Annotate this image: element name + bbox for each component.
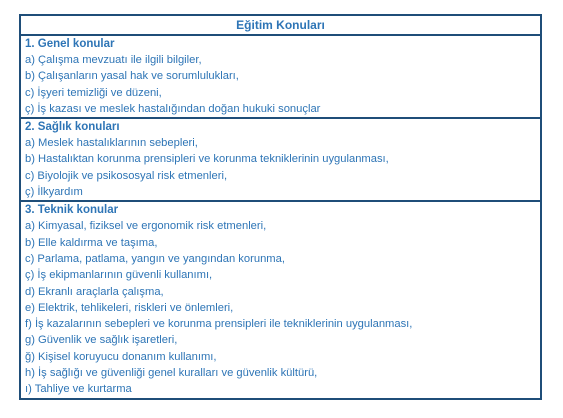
section-general [21,36,540,117]
table-header: Eğitim Konuları [21,16,540,36]
list-item: f) İş kazalarının sebepleri ve korunma prensipleri ile tekniklerinin uygulanması, [25,318,413,331]
list-item: a) Kimyasal, fiziksel ve ergonomik risk etmenleri, [25,220,267,233]
list-item: e) Elektrik, tehlikeleri, riskleri ve önlemleri, [25,301,234,314]
list-item: a) Çalışma mevzuatı ile ilgili bilgiler, [25,54,202,66]
list-item: b) Elle kaldırma ve taşıma, [25,236,158,249]
list-item: b) Hastalıktan korunma prensipleri ve korunma tekniklerinin uygulanması, [25,153,389,166]
list-item: ç) İş kazası ve meslek hastalığından doğan hukuki sonuçlar [25,102,321,115]
section-title: 2. Sağlık konuları [25,121,120,134]
list-item: c) Parlama, patlama, yangın ve yangından korunma, [25,252,285,265]
training-topics-table [19,14,542,400]
list-item: b) Çalışanların yasal hak ve sorumlulukları, [25,70,239,83]
list-item: ç) İş ekipmanlarının güvenli kullanımı, [25,269,213,282]
section-technical [21,200,540,397]
section-title: 3. Teknik konular [25,204,119,217]
list-item: c) İşyeri temizliği ve düzeni, [25,86,162,99]
list-item: h) İş sağlığı ve güvenliği genel kuralları ve güvenlik kültürü, [25,367,318,380]
list-item: ı) Tahliye ve kurtarma [25,383,132,396]
list-item: c) Biyolojik ve psikososyal risk etmenleri, [25,169,228,182]
section-title: 1. Genel konular [25,38,115,50]
list-item: ğ) Kişisel koruyucu donanım kullanımı, [25,350,217,363]
section-health [21,117,540,200]
list-item: ç) İlkyardım [25,186,83,199]
list-item: g) Güvenlik ve sağlık işaretleri, [25,334,178,347]
list-item: a) Meslek hastalıklarının sebepleri, [25,137,198,150]
list-item: d) Ekranlı araçlarla çalışma, [25,285,164,298]
